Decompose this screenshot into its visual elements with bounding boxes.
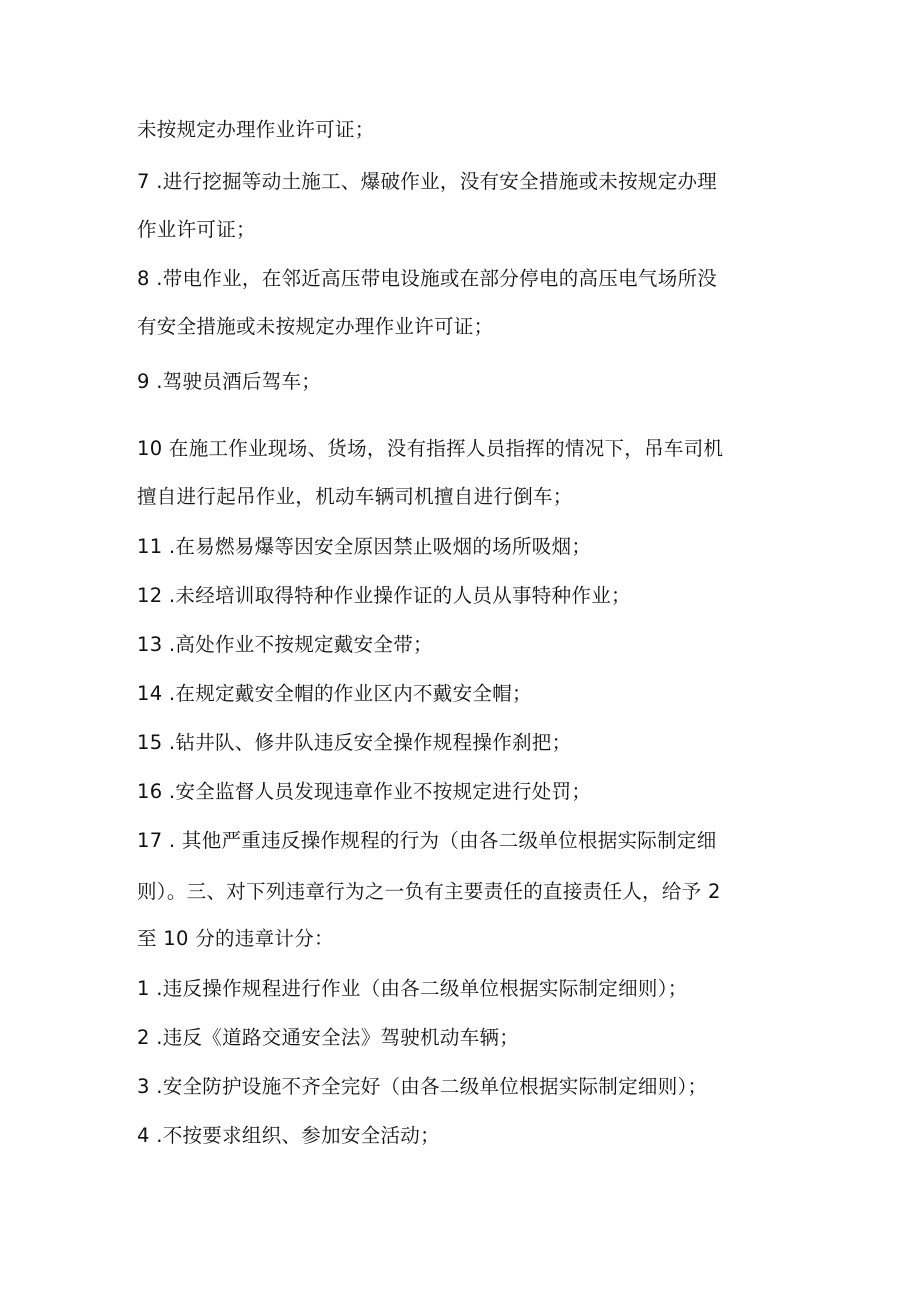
- text-line: 17 . 其他严重违反操作规程的行为（由各二级单位根据实际制定细: [137, 829, 717, 852]
- text-line: 1 .违反操作规程进行作业（由各二级单位根据实际制定细则）；: [137, 977, 688, 1000]
- text-line: 3 .安全防护设施不齐全完好（由各二级单位根据实际制定细则）；: [137, 1075, 708, 1098]
- text-line: 13 .高处作业不按规定戴安全带；: [137, 633, 433, 656]
- text-line: 9 .驾驶员酒后驾车；: [137, 370, 322, 393]
- text-line: 7 .进行挖掘等动土施工、爆破作业，没有安全措施或未按规定办理: [137, 170, 718, 193]
- text-line: 15 .钻井队、修井队违反安全操作规程操作刹把；: [137, 731, 572, 754]
- text-line: 则）。三、对下列违章行为之一负有主要责任的直接责任人，给予 2: [137, 880, 721, 903]
- text-line: 至 10 分的违章计分：: [137, 927, 334, 950]
- text-line: 2 .违反《道路交通安全法》驾驶机动车辆；: [137, 1026, 520, 1049]
- text-line: 有安全措施或未按规定办理作业许可证；: [137, 315, 494, 338]
- text-line: 擅自进行起吊作业，机动车辆司机擅自进行倒车；: [137, 485, 573, 508]
- text-line: 4 .不按要求组织、参加安全活动；: [137, 1124, 440, 1147]
- text-line: 作业许可证；: [137, 218, 256, 241]
- text-line: 14 .在规定戴安全帽的作业区内不戴安全帽；: [137, 682, 532, 705]
- text-line: 8 .带电作业，在邻近高压带电设施或在部分停电的高压电气场所没: [137, 267, 718, 290]
- text-line: 12 .未经培训取得特种作业操作证的人员从事特种作业；: [137, 584, 631, 607]
- text-line: 16 .安全监督人员发现违章作业不按规定进行处罚；: [137, 780, 592, 803]
- text-line: 11 .在易燃易爆等因安全原因禁止吸烟的场所吸烟；: [137, 535, 592, 558]
- text-line: 10 在施工作业现场、货场，没有指挥人员指挥的情况下，吊车司机: [137, 437, 724, 460]
- text-line: 未按规定办理作业许可证；: [137, 118, 375, 141]
